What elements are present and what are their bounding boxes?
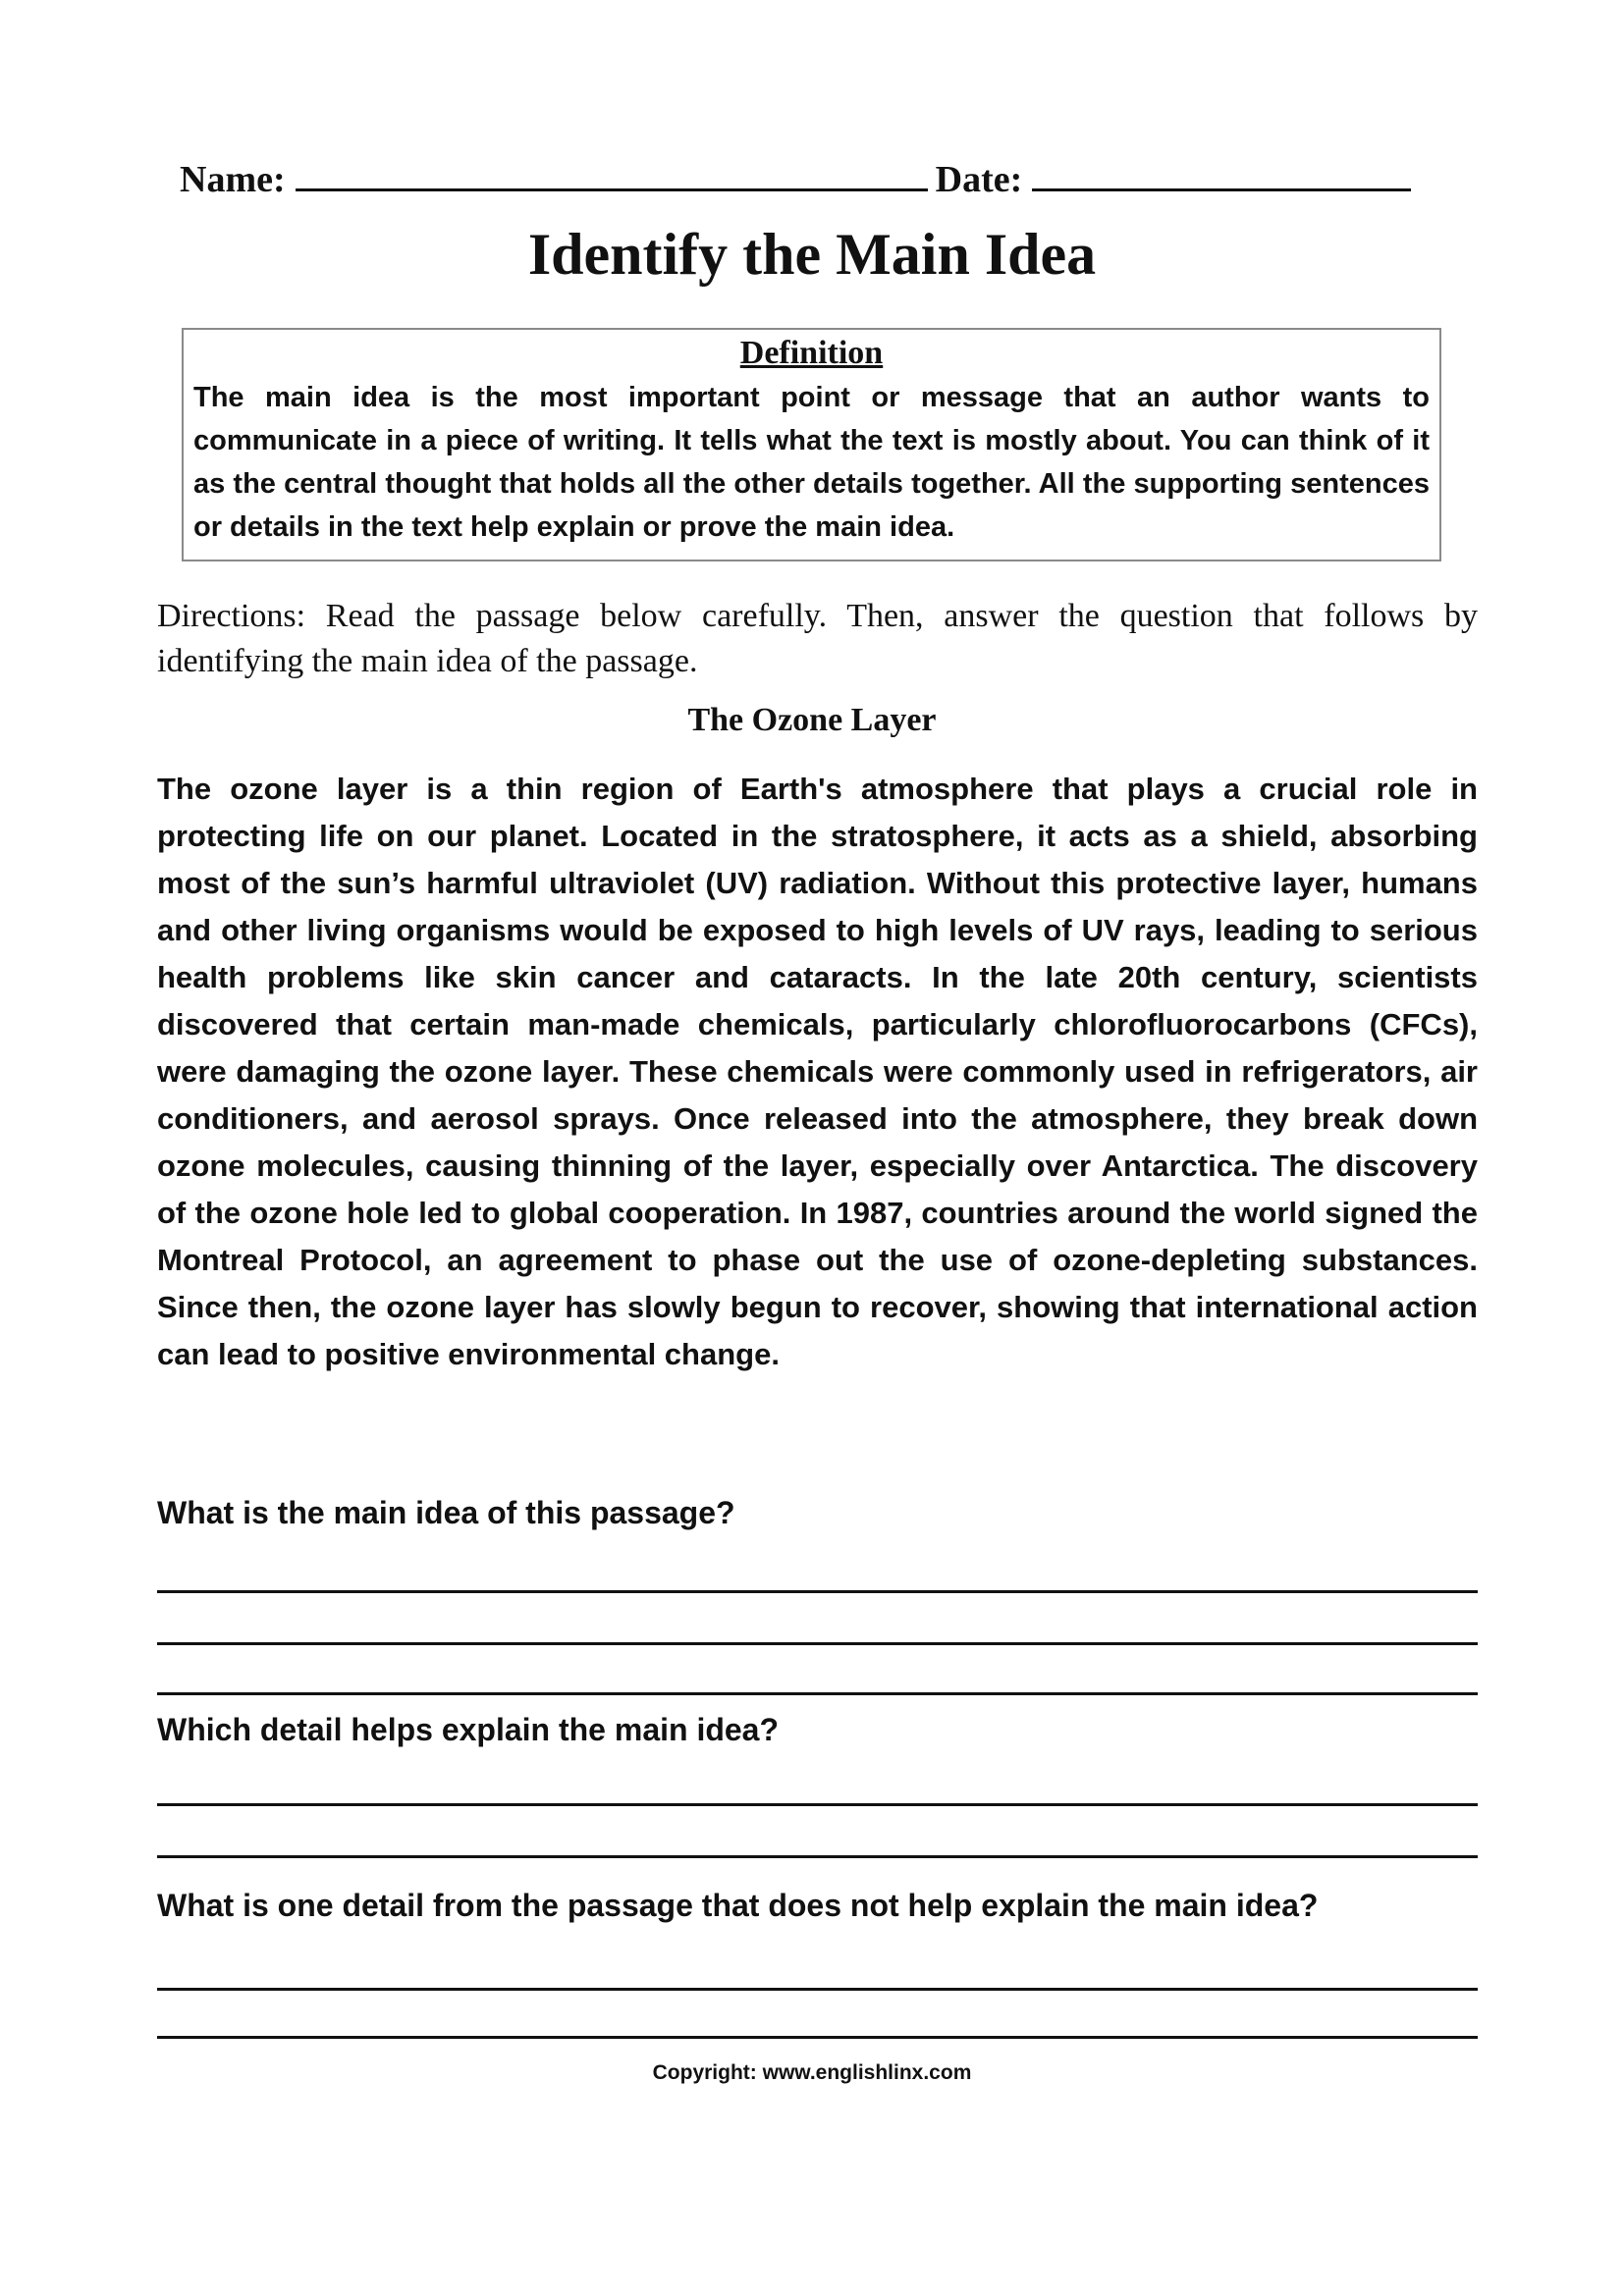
answer-line[interactable] [157,1803,1478,1806]
name-blank[interactable] [296,155,928,191]
answer-line[interactable] [157,1642,1478,1645]
question-2: Which detail helps explain the main idea? [157,1712,780,1747]
passage-text: The ozone layer is a thin region of Earth's atmosphere that plays a crucial role in protecting life on our planet. Located in the stratosphere, it acts as a shield, absorbing most of the sun’s harmful ultraviolet (UV) radiation. Without this protective layer, humans and other living organisms would be exposed to high levels of UV rays, leading to serious health problems like skin cancer and cataracts. In the late 20th century, scientists discovered that certain man-made chemicals, particularly chlorofluorocarbons (CFCs), were damaging the ozone layer. These chemicals were commonly used in refrigerators, air conditioners, and aerosol sprays. Once released into the atmosphere, they break down ozone molecules, causing thinning of the layer, especially over Antarctica. The discovery of the ozone hole led to global cooperation. In 1987, countries around the world signed the Montreal Protocol, an agreement to phase out the use of ozone-depleting substances. Since then, the ozone layer has slowly begun to recover, showing that international action can lead to positive environmental change. [157,772,1478,1371]
date-blank[interactable] [1032,155,1411,191]
copyright-footer: Copyright: www.englishlinx.com [652,2061,972,2084]
passage-title: The Ozone Layer [687,702,937,738]
date-label: Date: [935,159,1023,200]
answer-line[interactable] [157,1590,1478,1593]
answer-line[interactable] [157,1855,1478,1858]
directions-text: Directions: Read the passage below carefully. Then, answer the question that follows by identifying the main idea of the passage. [157,598,1478,679]
name-label: Name: [180,159,286,200]
question-3: What is one detail from the passage that does not help explain the main idea? [157,1888,1319,1923]
definition-box [182,328,1441,561]
answer-line[interactable] [157,1988,1478,1991]
question-1: What is the main idea of this passage? [157,1495,735,1530]
page-title: Identify the Main Idea [527,222,1097,287]
answer-line[interactable] [157,2036,1478,2039]
definition-text: The main idea is the most important point or message that an author wants to communicate in a piece of writing. It tells what the text is mostly about. You can think of it as the central thought that holds all the other details together. All the supporting sentences or details in the text help explain or prove the main idea. [193,381,1430,543]
definition-heading: Definition [739,335,884,371]
answer-line[interactable] [157,1692,1478,1695]
name-date-row [180,155,1436,204]
